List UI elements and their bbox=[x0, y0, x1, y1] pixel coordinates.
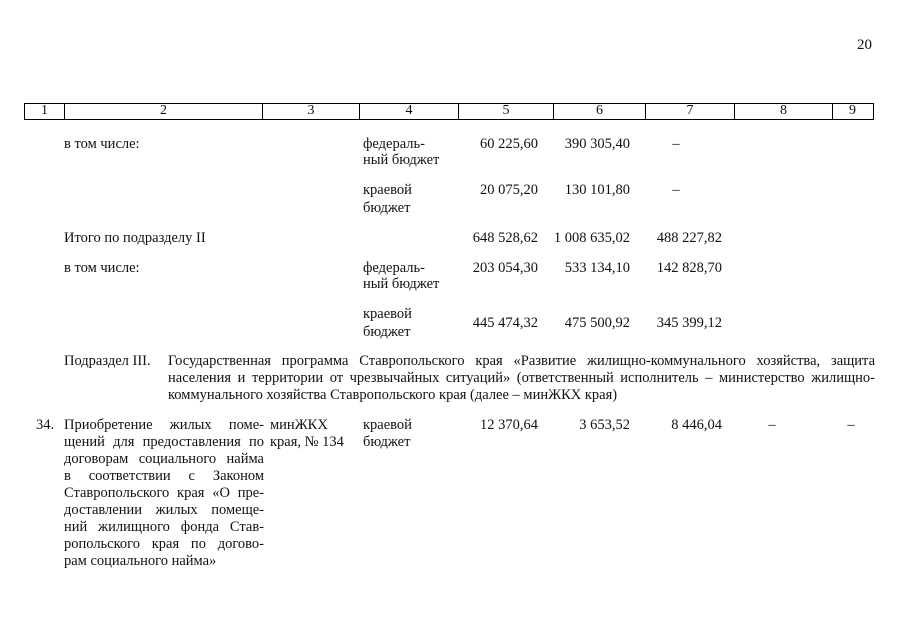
item-description-line: договорам социального найма bbox=[64, 451, 264, 467]
amount-col5: 203 054,30 bbox=[472, 260, 538, 276]
item-description-line: ний жилищного фонда Став- bbox=[64, 519, 264, 535]
subtotal-label: Итого по подразделу II bbox=[64, 230, 206, 246]
amount-col7: 142 828,70 bbox=[656, 260, 722, 276]
funding-source-line: бюджет bbox=[363, 324, 411, 340]
column-number: 9 bbox=[849, 103, 856, 118]
amount-col6: 533 134,10 bbox=[564, 260, 630, 276]
funding-source-line: краевой bbox=[363, 306, 412, 322]
funding-source-line: бюджет bbox=[363, 434, 411, 450]
funding-source-line: краевой bbox=[363, 182, 412, 198]
subsection-label: Подраздел III. bbox=[64, 353, 151, 369]
executor-line: края, № 134 bbox=[270, 434, 344, 450]
amount-col6: 1 008 635,02 bbox=[553, 230, 630, 246]
subsection-title-line: населения и территории от чрезвычайных ситуаций» (ответственный исполнитель – министерство жилищно- bbox=[168, 370, 875, 386]
column-number-row bbox=[24, 103, 874, 120]
amount-col5: 12 370,64 bbox=[480, 417, 538, 433]
subsection-title-line: коммунального хозяйства Ставропольского края (далее – минЖКХ края) bbox=[168, 387, 618, 403]
amount-col6: 475 500,92 bbox=[564, 315, 630, 331]
amount-col7: 8 446,04 bbox=[671, 417, 722, 433]
item-description-line: щений для предоставления по bbox=[64, 434, 264, 450]
item-description-line: ропольского края по догово- bbox=[64, 536, 264, 552]
column-number: 7 bbox=[646, 104, 735, 119]
amount-col8: – bbox=[768, 417, 776, 433]
item-description-line: доставлении жилых помеще- bbox=[64, 502, 264, 518]
column-number: 2 bbox=[65, 104, 263, 119]
column-number: 6 bbox=[554, 104, 646, 119]
amount-col6: 390 305,40 bbox=[564, 136, 630, 152]
item-description-line: рам социального найма» bbox=[64, 553, 217, 569]
funding-source-line: федераль- bbox=[363, 136, 425, 152]
amount-col5: 648 528,62 bbox=[472, 230, 538, 246]
amount-col6: 3 653,52 bbox=[579, 417, 630, 433]
column-number: 1 bbox=[25, 104, 65, 119]
amount-col7: 345 399,12 bbox=[656, 315, 722, 331]
page-number: 20 bbox=[857, 37, 872, 53]
item-description-line: в соответствии с Законом bbox=[64, 468, 264, 484]
amount-col7: – bbox=[672, 136, 680, 152]
funding-source-line: бюджет bbox=[363, 200, 411, 216]
item-description-line: Ставропольского края «О пре- bbox=[64, 485, 264, 501]
including-label: в том числе: bbox=[64, 260, 140, 276]
column-number: 3 bbox=[263, 104, 360, 119]
subsection-title-line: Государственная программа Ставропольского края «Развитие жилищно-коммунального хозяйства, защита bbox=[168, 353, 875, 369]
column-number: 4 bbox=[360, 104, 459, 119]
funding-source-line: ный бюджет bbox=[363, 276, 440, 292]
funding-source-line: федераль- bbox=[363, 260, 425, 276]
amount-col9: – bbox=[847, 417, 855, 433]
amount-col5: 20 075,20 bbox=[480, 182, 538, 198]
amount-col7: – bbox=[672, 182, 680, 198]
including-label: в том числе: bbox=[64, 136, 140, 152]
funding-source-line: ный бюджет bbox=[363, 152, 440, 168]
item-description-line: Приобретение жилых поме- bbox=[64, 417, 264, 433]
amount-col6: 130 101,80 bbox=[564, 182, 630, 198]
amount-col7: 488 227,82 bbox=[656, 230, 722, 246]
funding-source-line: краевой bbox=[363, 417, 412, 433]
item-number: 34. bbox=[36, 417, 55, 433]
amount-col5: 60 225,60 bbox=[480, 136, 538, 152]
amount-col5: 445 474,32 bbox=[472, 315, 538, 331]
column-number: 8 bbox=[735, 104, 833, 119]
column-number: 5 bbox=[459, 104, 554, 119]
executor-line: минЖКХ bbox=[270, 417, 328, 433]
